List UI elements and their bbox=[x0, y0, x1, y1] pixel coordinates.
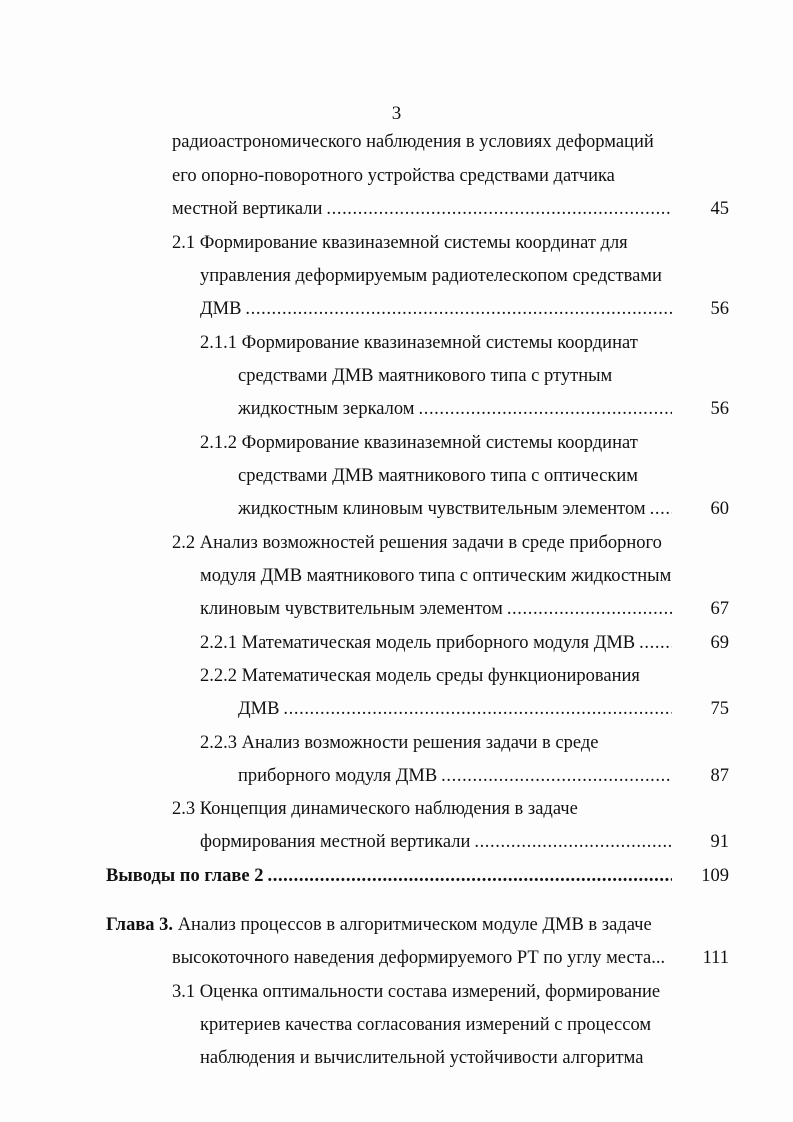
dot-leader bbox=[326, 198, 672, 220]
toc-entry bbox=[238, 465, 672, 487]
toc-entry-title: 2.2.3 Анализ возможности решения задачи в среде bbox=[200, 733, 599, 753]
toc-entry bbox=[172, 798, 672, 820]
toc-page-number: 56 bbox=[710, 299, 729, 319]
toc-entry-title: модуля ДМВ маятникового типа с оптическим жидкостным bbox=[200, 566, 672, 586]
toc-entry bbox=[238, 498, 672, 520]
toc-entry bbox=[200, 665, 672, 687]
toc-entry-title: 2.2 Анализ возможностей решения задачи в среде приборного bbox=[172, 533, 662, 553]
toc-entry bbox=[172, 232, 672, 254]
chapter-label: Глава 3. bbox=[106, 915, 174, 935]
toc-entry-title: 2.1.2 Формирование квазиназемной системы координат bbox=[200, 433, 638, 453]
toc-page-number: 75 bbox=[710, 699, 729, 719]
toc-entry bbox=[172, 532, 672, 554]
toc-entry bbox=[200, 632, 672, 654]
toc-entry-title: его опорно-поворотного устройства средствами датчика bbox=[172, 166, 615, 186]
dot-leader bbox=[245, 298, 672, 320]
toc-page-number: 87 bbox=[710, 766, 729, 786]
toc-entry-title: управления деформируемым радиотелескопом средствами bbox=[200, 266, 662, 286]
toc-entry-title: жидкостным клиновым чувствительным элементом bbox=[238, 499, 646, 519]
toc-entry-title: Выводы по главе 2 bbox=[106, 866, 264, 886]
toc-entry-title: жидкостным зеркалом bbox=[238, 399, 415, 419]
toc-entry-title: средствами ДМВ маятникового типа с оптическим bbox=[238, 466, 638, 486]
toc-page-number: 69 bbox=[710, 633, 729, 653]
toc-entry-title: 2.1 Формирование квазиназемной системы координат для bbox=[172, 233, 628, 253]
toc-entry-title: 2.2.1 Математическая модель приборного модуля ДМВ bbox=[200, 633, 636, 653]
toc-page-number: 45 bbox=[710, 199, 729, 219]
toc-entry-title: местной вертикали bbox=[172, 199, 323, 219]
toc-entry-title: высокоточного наведения деформируемого РТ по углу места... bbox=[172, 948, 666, 968]
toc-entry bbox=[238, 398, 672, 420]
toc-entry-title: наблюдения и вычислительной устойчивости алгоритма bbox=[200, 1048, 644, 1068]
toc-entry bbox=[172, 947, 672, 969]
toc-entry bbox=[200, 432, 672, 454]
toc-entry bbox=[200, 298, 672, 320]
toc-entry bbox=[172, 198, 672, 220]
toc-entry-title: 2.3 Концепция динамического наблюдения в задаче bbox=[172, 799, 578, 819]
dot-leader bbox=[268, 865, 673, 887]
toc-entry-title: 2.1.1 Формирование квазиназемной системы координат bbox=[200, 333, 638, 353]
toc-entry-title: 3.1 Оценка оптимальности состава измерений, формирование bbox=[172, 982, 661, 1002]
toc-entry bbox=[106, 865, 672, 887]
toc-entry bbox=[200, 265, 672, 287]
toc-page-number: 56 bbox=[710, 399, 729, 419]
toc-entry bbox=[172, 131, 672, 153]
dot-leader bbox=[441, 765, 672, 787]
page-number: 3 bbox=[391, 103, 402, 124]
toc-entry bbox=[200, 831, 672, 853]
toc-page-number: 111 bbox=[702, 948, 729, 968]
toc-entry bbox=[238, 765, 672, 787]
toc-entry bbox=[200, 565, 680, 587]
toc-entry bbox=[200, 1047, 672, 1069]
toc-entry-title: формирования местной вертикали bbox=[200, 832, 471, 852]
toc-entry-title: 2.2.2 Математическая модель среды функционирования bbox=[200, 666, 640, 686]
toc-entry-title: клиновым чувствительным элементом bbox=[200, 599, 503, 619]
dot-leader bbox=[507, 598, 672, 620]
toc-entry bbox=[238, 365, 672, 387]
dot-leader bbox=[474, 831, 672, 853]
toc-page-number: 91 bbox=[710, 832, 729, 852]
dot-leader bbox=[639, 632, 672, 654]
toc-entry bbox=[106, 914, 672, 936]
toc-page-number: 60 bbox=[710, 499, 729, 519]
dot-leader bbox=[650, 498, 672, 520]
toc-entry-title: критериев качества согласования измерений с процессом bbox=[200, 1015, 652, 1035]
toc-entry-title: ДМВ bbox=[238, 699, 280, 719]
toc-entry bbox=[238, 698, 672, 720]
toc-entry bbox=[200, 732, 672, 754]
dot-leader bbox=[419, 398, 673, 420]
toc-entry bbox=[172, 165, 672, 187]
toc-page-number: 67 bbox=[710, 599, 729, 619]
toc-entry bbox=[200, 1014, 672, 1036]
toc-entry-title: приборного модуля ДМВ bbox=[238, 766, 438, 786]
toc-entry-title: ДМВ bbox=[200, 299, 242, 319]
toc-entry-title: радиоастрономического наблюдения в условиях деформаций bbox=[172, 132, 654, 152]
dot-leader bbox=[283, 698, 672, 720]
toc-page-number: 109 bbox=[701, 866, 729, 886]
toc-entry bbox=[200, 332, 672, 354]
toc-entry-title bbox=[106, 914, 652, 936]
chapter-title: Анализ процессов в алгоритмическом модуле ДМВ в задаче bbox=[173, 915, 652, 935]
toc-entry bbox=[200, 598, 672, 620]
toc-entry-title: средствами ДМВ маятникового типа с ртутным bbox=[238, 366, 613, 386]
toc-entry bbox=[172, 981, 672, 1003]
